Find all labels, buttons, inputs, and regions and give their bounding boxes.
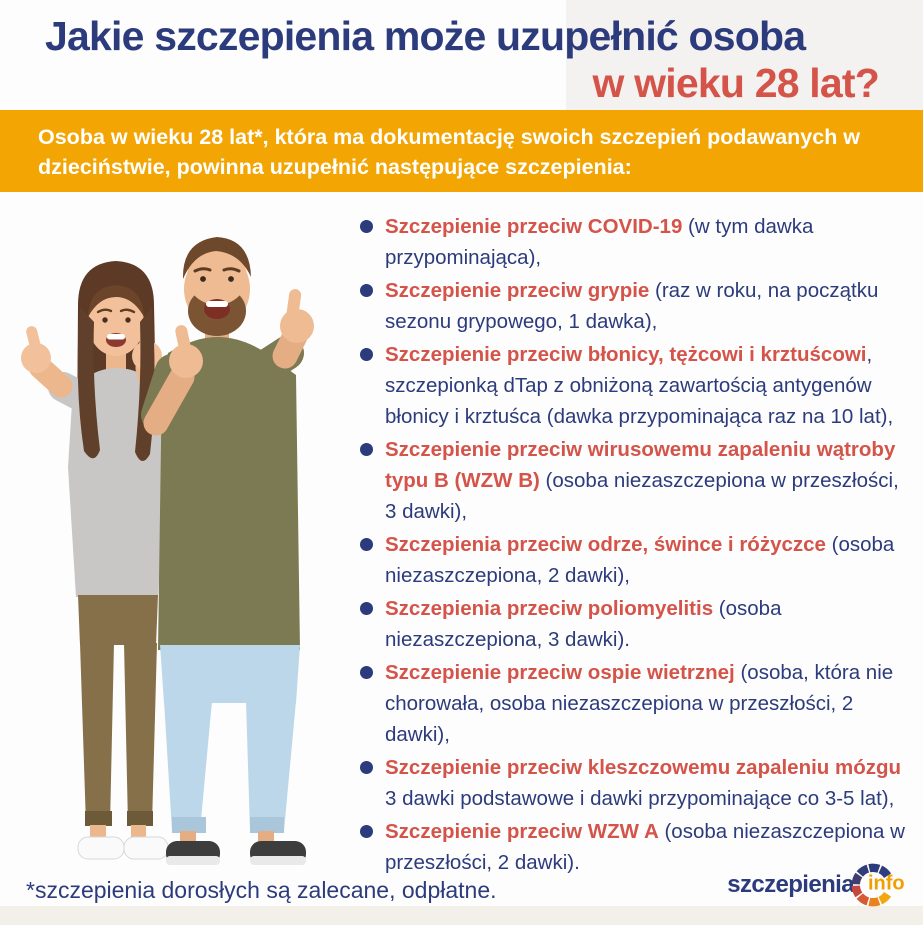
man-figure (156, 237, 314, 865)
vaccine-name: Szczepienie przeciw błonicy, tężcowi i krztuścowi (385, 343, 867, 366)
vaccine-details: 3 dawki podstawowe i dawki przypominające co 3-5 lat), (385, 787, 895, 810)
bullet-icon (360, 538, 373, 551)
woman-figure (21, 261, 168, 859)
vaccine-name: Szczepienie przeciw ospie wietrznej (385, 661, 735, 684)
vaccine-text (385, 339, 908, 432)
title-line1: Jakie szczepienia może uzupełnić osoba (45, 13, 806, 59)
vaccine-list-item (360, 275, 908, 337)
vaccine-name: Szczepienie przeciw kleszczowemu zapaleniu mózgu (385, 756, 902, 779)
vaccine-list-item (360, 752, 908, 814)
logo-info-text: info (868, 872, 905, 895)
footnote: *szczepienia dorosłych są zalecane, odpłatne. (26, 877, 497, 903)
vaccine-list-item (360, 211, 908, 273)
vaccine-name: Szczepienie przeciw wirusowemu zapaleniu wątroby typu B (WZW B) (385, 438, 896, 492)
page-title (45, 13, 879, 107)
vaccine-details: (raz w roku, na początku sezonu grypowego, 1 dawka), (385, 279, 879, 333)
vaccine-list-item (360, 593, 908, 655)
logo-text: szczepienia (727, 871, 854, 898)
szczepienia-info-logo (727, 861, 905, 909)
bullet-icon (360, 220, 373, 233)
vaccine-name: Szczepienia przeciw odrze, śwince i różyczce (385, 533, 826, 556)
vaccine-details: (osoba niezaszczepiona, 3 dawki). (385, 597, 782, 651)
bullet-icon (360, 761, 373, 774)
vaccine-list (360, 211, 908, 880)
photo-illustration (0, 225, 380, 875)
vaccine-details: (osoba niezaszczepiona w przeszłości, 3 dawki), (385, 469, 899, 523)
photo-two-adults-thumbs-up (0, 225, 380, 875)
vaccine-text (385, 529, 908, 591)
bullet-icon (360, 825, 373, 838)
vaccine-text (385, 211, 908, 273)
logo-ring-wrap (849, 861, 905, 909)
title-line2: w wieku 28 lat? (592, 60, 879, 106)
vaccine-name: Szczepienie przeciw COVID-19 (385, 215, 683, 238)
vaccine-name: Szczepienie przeciw grypie (385, 279, 650, 302)
bullet-icon (360, 666, 373, 679)
intro-banner-text: Osoba w wieku 28 lat*, która ma dokumentację swoich szczepień podawanych w dzieciństwie, powinna uzupełnić następujące szczepienia: (38, 125, 861, 179)
bullet-icon (360, 348, 373, 361)
intro-banner (0, 110, 923, 192)
vaccine-details: (osoba niezaszczepiona w przeszłości, 2 dawki). (385, 820, 905, 874)
vaccine-name: Szczepienia przeciw poliomyelitis (385, 597, 714, 620)
bullet-icon (360, 284, 373, 297)
vaccine-text (385, 657, 908, 750)
vaccine-list-item (360, 529, 908, 591)
vaccine-name: Szczepienie przeciw WZW A (385, 820, 659, 843)
vaccine-text (385, 275, 908, 337)
vaccine-list-item (360, 434, 908, 527)
bullet-icon (360, 443, 373, 456)
vaccine-text (385, 752, 908, 814)
vaccine-details: (osoba, która nie chorowała, osoba niezaszczepiona w przeszłości, 2 dawki), (385, 661, 894, 746)
vaccine-text (385, 593, 908, 655)
vaccine-details: (w tym dawka przypominająca), (385, 215, 814, 269)
vaccine-text (385, 434, 908, 527)
vaccine-list-item (360, 339, 908, 432)
vaccine-details: (osoba niezaszczepiona, 2 dawki), (385, 533, 895, 587)
vaccine-details: , szczepionką dTap z obniżoną zawartością antygenów błonicy i krztuśca (dawka przypominająca raz na 10 lat), (385, 343, 894, 428)
bullet-icon (360, 602, 373, 615)
vaccine-list-item (360, 657, 908, 750)
